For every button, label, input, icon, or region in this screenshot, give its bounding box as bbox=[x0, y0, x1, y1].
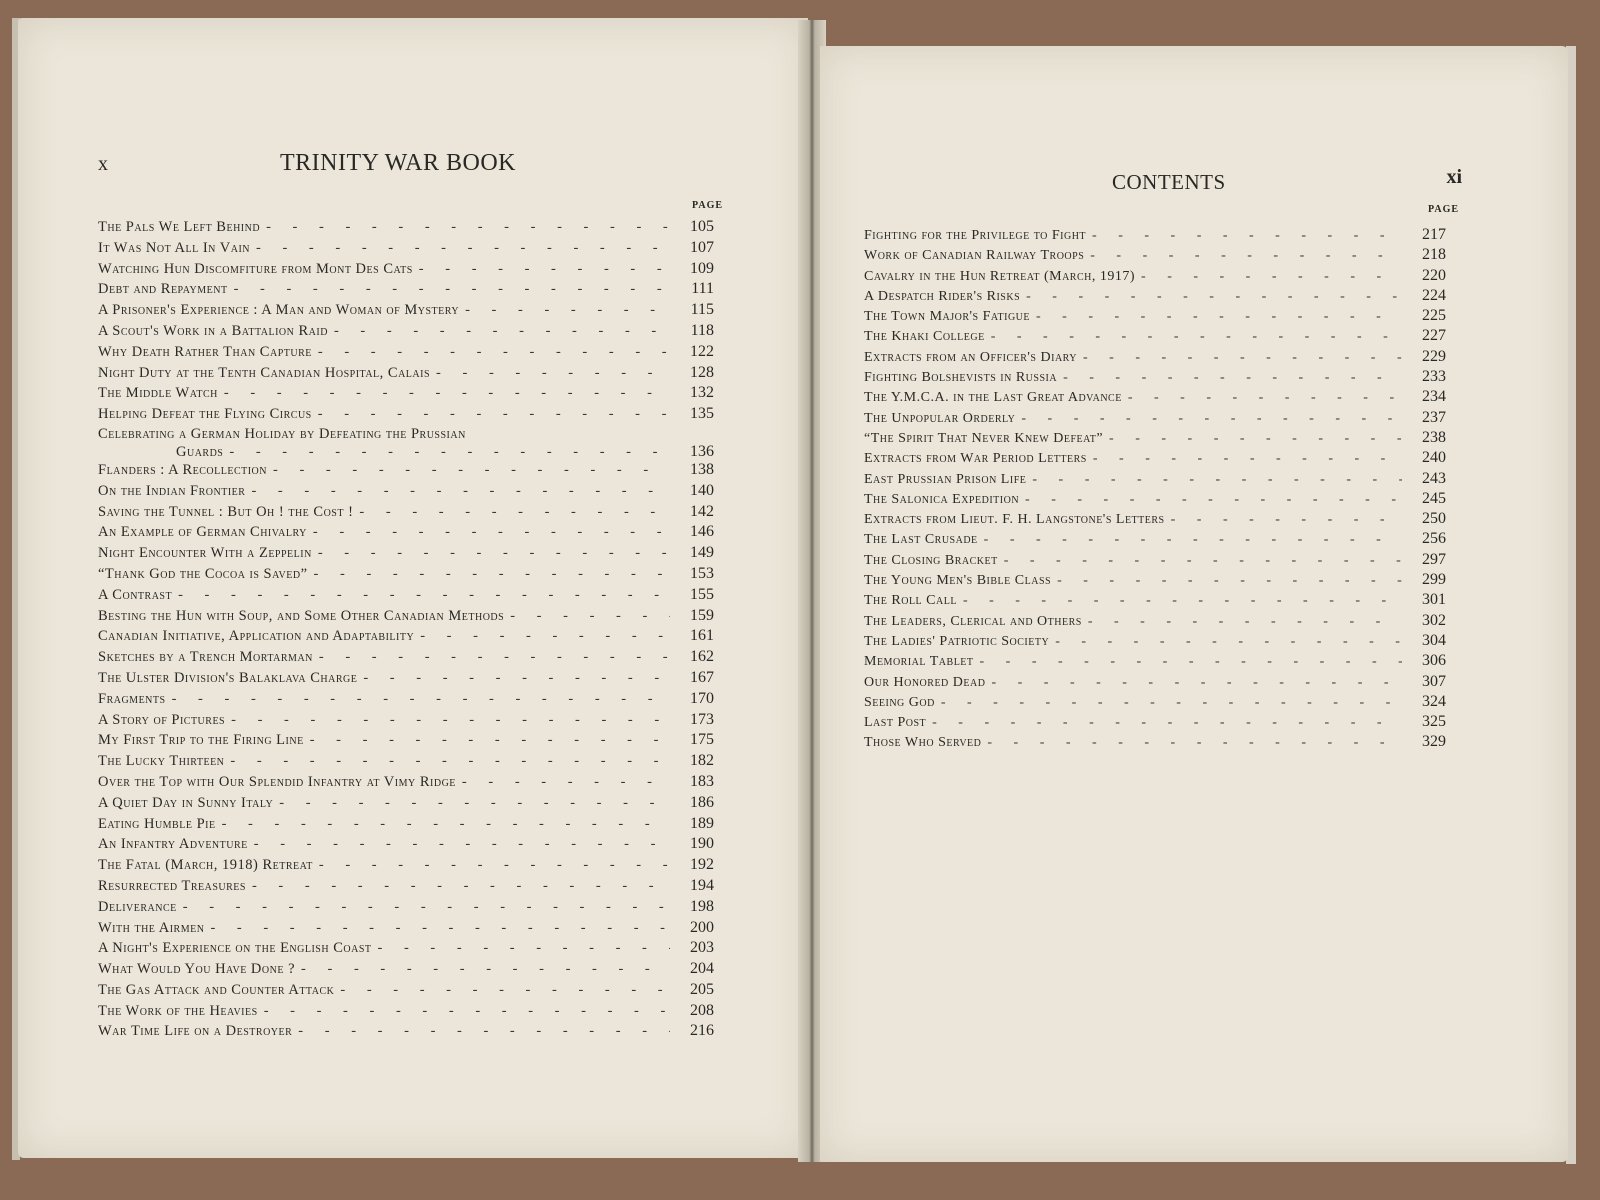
dot-leader bbox=[279, 795, 670, 812]
right-page bbox=[820, 46, 1568, 1162]
toc-entry-page-number: 234 bbox=[1422, 388, 1446, 406]
toc-entry bbox=[98, 301, 714, 322]
toc-entry-page-number: 324 bbox=[1422, 692, 1446, 710]
toc-entry bbox=[98, 981, 714, 1002]
toc-entry bbox=[864, 429, 1446, 449]
dot-leader bbox=[363, 670, 670, 687]
toc-entry-page-number: 237 bbox=[1422, 408, 1446, 426]
toc-entry bbox=[864, 551, 1446, 571]
toc-entry-title: Work of Canadian Railway Troops bbox=[864, 248, 1085, 264]
dot-leader bbox=[1093, 451, 1402, 467]
toc-entry bbox=[98, 384, 714, 405]
dot-leader bbox=[510, 608, 670, 625]
toc-entry bbox=[98, 794, 714, 815]
dot-leader bbox=[230, 753, 670, 770]
toc-entry-title: On the Indian Frontier bbox=[98, 482, 246, 499]
toc-entry bbox=[98, 280, 714, 301]
toc-entry-title: The Fatal (March, 1918) Retreat bbox=[98, 857, 313, 874]
toc-entry-page-number: 140 bbox=[690, 481, 714, 499]
toc-entry bbox=[98, 690, 714, 711]
dot-leader bbox=[378, 940, 671, 957]
toc-entry-title: Night Encounter With a Zeppelin bbox=[98, 545, 312, 562]
dot-leader bbox=[436, 365, 670, 382]
toc-entry-page-number: 135 bbox=[690, 405, 714, 423]
dot-leader bbox=[1021, 411, 1402, 427]
dot-leader bbox=[231, 712, 670, 729]
dot-leader bbox=[1128, 390, 1402, 406]
dot-leader bbox=[1141, 269, 1402, 285]
toc-entry bbox=[98, 711, 714, 732]
toc-entry-page-number: 297 bbox=[1422, 550, 1446, 568]
toc-entry bbox=[864, 267, 1446, 287]
toc-entry-page-number: 240 bbox=[1422, 449, 1446, 467]
toc-entry-page-number: 238 bbox=[1422, 428, 1446, 446]
dot-leader bbox=[340, 982, 670, 999]
dot-leader bbox=[251, 483, 670, 500]
toc-entry-title: The Khaki College bbox=[864, 329, 985, 345]
toc-entry-title: A Despatch Rider's Risks bbox=[864, 288, 1021, 304]
toc-entry bbox=[98, 565, 714, 586]
toc-entry-page-number: 183 bbox=[690, 772, 714, 790]
dot-leader bbox=[264, 1003, 670, 1020]
toc-entry-page-number: 200 bbox=[690, 918, 714, 936]
toc-entry-title: Cavalry in the Hun Retreat (March, 1917) bbox=[864, 268, 1136, 284]
dot-leader bbox=[963, 593, 1402, 609]
dot-leader bbox=[334, 323, 670, 340]
left-running-title: TRINITY WAR BOOK bbox=[280, 150, 516, 176]
toc-entry-title: The Town Major's Fatigue bbox=[864, 309, 1030, 325]
dot-leader bbox=[1083, 350, 1402, 366]
toc-entry bbox=[864, 490, 1446, 510]
toc-entry bbox=[864, 693, 1446, 713]
toc-entry bbox=[98, 364, 714, 385]
dot-leader bbox=[222, 816, 670, 833]
toc-entry bbox=[98, 461, 714, 482]
toc-entry-page-number: 105 bbox=[690, 218, 714, 235]
toc-entry-page-number: 306 bbox=[1422, 652, 1446, 670]
dot-leader bbox=[1171, 512, 1402, 528]
toc-entry-title: Extracts from War Period Letters bbox=[864, 451, 1087, 467]
toc-entry-title: A Prisoner's Experience : A Man and Woman of Mystery bbox=[98, 302, 460, 319]
toc-entry-page-number: 220 bbox=[1422, 266, 1446, 284]
toc-entry-page-number: 138 bbox=[690, 460, 714, 478]
dot-leader bbox=[319, 857, 670, 874]
toc-entry bbox=[98, 960, 714, 981]
toc-entry bbox=[98, 503, 714, 524]
toc-entry-title: With the Airmen bbox=[98, 919, 205, 936]
toc-entry-page-number: 128 bbox=[690, 363, 714, 381]
dot-leader bbox=[419, 261, 670, 278]
toc-entry-title: The Roll Call bbox=[864, 593, 957, 609]
toc-entry bbox=[98, 260, 714, 281]
toc-entry bbox=[864, 327, 1446, 347]
toc-entry-page-number: 329 bbox=[1422, 733, 1446, 751]
toc-entry bbox=[864, 713, 1446, 733]
toc-entry bbox=[864, 246, 1446, 266]
toc-entry-title: Flanders : A Recollection bbox=[98, 461, 268, 478]
toc-entry-title: Fighting Bolshevists in Russia bbox=[864, 370, 1058, 386]
dot-leader bbox=[1109, 431, 1402, 447]
dot-leader bbox=[172, 691, 670, 708]
toc-entry-page-number: 203 bbox=[690, 939, 714, 957]
toc-entry-title: East Prussian Prison Life bbox=[864, 471, 1027, 487]
toc-entry bbox=[98, 1022, 714, 1043]
toc-entry bbox=[98, 482, 714, 503]
toc-entry-page-number: 245 bbox=[1422, 489, 1446, 507]
toc-entry-page-number: 194 bbox=[690, 876, 714, 894]
toc-entry bbox=[98, 648, 714, 669]
toc-entry-title: War Time Life on a Destroyer bbox=[98, 1023, 293, 1040]
dot-leader bbox=[301, 961, 670, 978]
dot-leader bbox=[313, 524, 670, 541]
right-folio: xi bbox=[1446, 166, 1462, 188]
toc-entry-title: What Would You Have Done ? bbox=[98, 961, 296, 978]
toc-entry-page-number: 175 bbox=[690, 731, 714, 749]
toc-entry-page-number: 107 bbox=[690, 238, 714, 256]
toc-entry-page-number: 217 bbox=[1422, 226, 1446, 243]
toc-entry bbox=[98, 544, 714, 565]
toc-entry-page-number: 218 bbox=[1422, 246, 1446, 264]
toc-entry-title: Extracts from Lieut. F. H. Langstone's Letters bbox=[864, 512, 1165, 528]
toc-entry bbox=[864, 530, 1446, 550]
right-running-title: CONTENTS bbox=[1112, 170, 1226, 194]
toc-entry-page-number: 224 bbox=[1422, 286, 1446, 304]
dot-leader bbox=[310, 732, 670, 749]
toc-entry-title: The Pals We Left Behind bbox=[98, 219, 261, 235]
toc-entry-page-number: 192 bbox=[690, 856, 714, 874]
toc-entry bbox=[98, 627, 714, 648]
toc-entry bbox=[98, 939, 714, 960]
dot-leader bbox=[314, 566, 670, 583]
toc-entry-title: The Lucky Thirteen bbox=[98, 753, 225, 770]
toc-entry bbox=[864, 591, 1446, 611]
toc-entry-page-number: 155 bbox=[690, 585, 714, 603]
toc-entry bbox=[98, 607, 714, 628]
dot-leader bbox=[1092, 228, 1402, 244]
dot-leader bbox=[980, 654, 1402, 670]
toc-entry-page-number: 216 bbox=[690, 1022, 714, 1040]
toc-entry bbox=[98, 523, 714, 544]
toc-entry-title: Eating Humble Pie bbox=[98, 815, 216, 832]
dot-leader bbox=[298, 1023, 670, 1040]
toc-entry-page-number: 205 bbox=[690, 980, 714, 998]
toc-entry-title: Our Honored Dead bbox=[864, 674, 986, 690]
toc-entry bbox=[864, 632, 1446, 652]
toc-entry-title: Night Duty at the Tenth Canadian Hospital, Calais bbox=[98, 364, 431, 381]
toc-entry-page-number: 142 bbox=[690, 502, 714, 520]
toc-entry-page-number: 307 bbox=[1422, 672, 1446, 690]
right-contents-list bbox=[864, 226, 1446, 754]
toc-entry-title: The Gas Attack and Counter Attack bbox=[98, 981, 335, 998]
toc-entry-title: A Night's Experience on the English Coast bbox=[98, 940, 372, 957]
dot-leader bbox=[319, 649, 670, 666]
toc-entry-title: “The Spirit That Never Knew Defeat” bbox=[864, 430, 1104, 446]
toc-entry bbox=[864, 307, 1446, 327]
toc-entry bbox=[98, 835, 714, 856]
toc-entry bbox=[864, 226, 1446, 246]
left-folio: x bbox=[98, 153, 108, 175]
dot-leader bbox=[984, 532, 1402, 548]
dot-leader bbox=[210, 920, 670, 937]
toc-entry-page-number: 304 bbox=[1422, 631, 1446, 649]
toc-entry-title: “Thank God the Cocoa is Saved” bbox=[98, 565, 308, 582]
toc-entry-page-number: 186 bbox=[690, 793, 714, 811]
toc-entry-page-number: 299 bbox=[1422, 571, 1446, 589]
dot-leader bbox=[183, 899, 670, 916]
toc-entry-title: Helping Defeat the Flying Circus bbox=[98, 406, 312, 423]
toc-entry-page-number: 229 bbox=[1422, 347, 1446, 365]
toc-entry-title: The Y.M.C.A. in the Last Great Advance bbox=[864, 390, 1122, 406]
toc-entry-title: A Scout's Work in a Battalion Raid bbox=[98, 322, 328, 339]
dot-leader bbox=[224, 385, 670, 402]
toc-entry-title: Sketches by a Trench Mortarman bbox=[98, 649, 313, 666]
toc-entry-title: The Last Crusade bbox=[864, 532, 978, 548]
dot-leader bbox=[1026, 289, 1402, 305]
toc-entry-page-number: 159 bbox=[690, 606, 714, 624]
toc-entry bbox=[98, 731, 714, 752]
dot-leader bbox=[991, 329, 1402, 345]
toc-entry-title: It Was Not All In Vain bbox=[98, 239, 250, 256]
toc-entry-page-number: 111 bbox=[691, 280, 714, 298]
dot-leader bbox=[254, 836, 670, 853]
dot-leader bbox=[1025, 492, 1402, 508]
dot-leader bbox=[252, 878, 670, 895]
toc-entry-page-number: 136 bbox=[690, 442, 714, 460]
toc-entry-page-number: 208 bbox=[690, 1001, 714, 1019]
toc-entry-page-number: 161 bbox=[690, 627, 714, 645]
toc-entry-title: The Ladies' Patriotic Society bbox=[864, 633, 1050, 649]
dot-leader bbox=[1055, 634, 1402, 650]
right-page-column-header: PAGE bbox=[1428, 204, 1460, 215]
dot-leader bbox=[1057, 573, 1402, 589]
toc-entry-title: Debt and Repayment bbox=[98, 281, 228, 298]
toc-entry-title: An Example of German Chivalry bbox=[98, 524, 307, 541]
toc-entry-title: Extracts from an Officer's Diary bbox=[864, 349, 1077, 365]
dot-leader bbox=[359, 504, 670, 521]
dot-leader bbox=[234, 281, 670, 298]
toc-entry bbox=[864, 287, 1446, 307]
toc-entry bbox=[864, 388, 1446, 408]
toc-entry-title: Watching Hun Discomfiture from Mont Des Cats bbox=[98, 260, 413, 277]
toc-entry-title: The Unpopular Orderly bbox=[864, 410, 1016, 426]
toc-entry bbox=[864, 733, 1446, 753]
toc-entry bbox=[98, 773, 714, 794]
dot-leader bbox=[465, 302, 670, 319]
toc-entry-title: Seeing God bbox=[864, 694, 935, 710]
toc-entry-page-number: 149 bbox=[690, 544, 714, 562]
toc-entry bbox=[864, 571, 1446, 591]
toc-entry-page-number: 227 bbox=[1422, 327, 1446, 345]
toc-entry-page-number: 189 bbox=[690, 814, 714, 832]
toc-entry-page-number: 132 bbox=[690, 384, 714, 402]
toc-entry-title: Fighting for the Privilege to Fight bbox=[864, 228, 1087, 243]
dot-leader bbox=[987, 735, 1402, 751]
left-page-column-header: PAGE bbox=[692, 200, 724, 211]
toc-entry bbox=[98, 815, 714, 836]
toc-entry bbox=[864, 470, 1446, 490]
dot-leader bbox=[1036, 309, 1402, 325]
toc-entry-page-number: 170 bbox=[690, 689, 714, 707]
toc-entry-page-number: 325 bbox=[1422, 713, 1446, 731]
toc-entry bbox=[98, 669, 714, 690]
dot-leader bbox=[318, 406, 670, 423]
toc-entry bbox=[864, 449, 1446, 469]
dot-leader bbox=[420, 628, 670, 645]
dot-leader bbox=[229, 444, 670, 461]
toc-entry-title: Celebrating a German Holiday by Defeating the Prussian bbox=[98, 425, 466, 442]
dot-leader bbox=[1088, 614, 1402, 630]
toc-entry-title: Besting the Hun with Soup, and Some Other Canadian Methods bbox=[98, 607, 505, 624]
toc-entry-page-number: 301 bbox=[1422, 591, 1446, 609]
toc-entry bbox=[864, 368, 1446, 388]
toc-entry-page-number: 182 bbox=[690, 752, 714, 770]
toc-entry-page-number: 173 bbox=[690, 710, 714, 728]
toc-entry-page-number: 153 bbox=[690, 564, 714, 582]
dot-leader bbox=[1090, 248, 1402, 264]
toc-entry bbox=[864, 348, 1446, 368]
toc-entry-page-number: 115 bbox=[690, 301, 714, 319]
toc-entry-page-number: 302 bbox=[1422, 611, 1446, 629]
dot-leader bbox=[266, 219, 670, 236]
toc-entry-title: An Infantry Adventure bbox=[98, 836, 248, 853]
dot-leader bbox=[178, 587, 670, 604]
toc-entry-page-number: 233 bbox=[1422, 368, 1446, 386]
toc-entry-title: A Quiet Day in Sunny Italy bbox=[98, 794, 274, 811]
toc-entry-title: Resurrected Treasures bbox=[98, 877, 246, 894]
toc-entry bbox=[864, 510, 1446, 530]
toc-entry-page-number: 162 bbox=[690, 648, 714, 666]
toc-entry-title: Why Death Rather Than Capture bbox=[98, 343, 312, 360]
dot-leader bbox=[256, 240, 670, 257]
toc-entry-title: My First Trip to the Firing Line bbox=[98, 732, 304, 749]
toc-entry bbox=[98, 856, 714, 877]
toc-entry bbox=[98, 877, 714, 898]
toc-entry-page-number: 198 bbox=[690, 897, 714, 915]
toc-entry bbox=[98, 405, 714, 426]
left-contents-list bbox=[98, 218, 714, 1043]
toc-entry bbox=[98, 239, 714, 260]
dot-leader bbox=[932, 715, 1402, 731]
toc-entry-title: The Salonica Expedition bbox=[864, 491, 1020, 507]
toc-entry-title: The Work of the Heavies bbox=[98, 1002, 258, 1019]
toc-entry-page-number: 109 bbox=[690, 259, 714, 277]
dot-leader bbox=[1004, 553, 1402, 569]
toc-entry bbox=[98, 218, 714, 239]
toc-entry-page-number: 190 bbox=[690, 835, 714, 853]
toc-entry-title: The Ulster Division's Balaklava Charge bbox=[98, 669, 358, 686]
toc-entry-title: The Middle Watch bbox=[98, 385, 218, 402]
toc-entry-title: Over the Top with Our Splendid Infantry at Vimy Ridge bbox=[98, 773, 456, 790]
dot-leader bbox=[318, 545, 670, 562]
toc-entry-page-number: 122 bbox=[690, 342, 714, 360]
toc-entry bbox=[98, 322, 714, 343]
toc-entry bbox=[864, 612, 1446, 632]
toc-entry-title: The Young Men's Bible Class bbox=[864, 573, 1052, 589]
toc-entry-title: The Closing Bracket bbox=[864, 552, 998, 568]
toc-entry bbox=[864, 673, 1446, 693]
toc-entry-page-number: 250 bbox=[1422, 510, 1446, 528]
toc-entry bbox=[98, 426, 714, 461]
toc-entry bbox=[98, 586, 714, 607]
toc-entry bbox=[98, 343, 714, 364]
dot-leader bbox=[1063, 370, 1402, 386]
toc-entry bbox=[98, 919, 714, 940]
toc-entry bbox=[98, 752, 714, 773]
left-page bbox=[18, 18, 808, 1158]
toc-entry-page-number: 118 bbox=[690, 321, 714, 339]
dot-leader bbox=[1032, 472, 1402, 488]
toc-entry-page-number: 167 bbox=[690, 668, 714, 686]
dot-leader bbox=[462, 774, 670, 791]
toc-entry-title: Last Post bbox=[864, 715, 927, 731]
toc-entry-title: Deliverance bbox=[98, 898, 177, 915]
toc-entry-title: Saving the Tunnel : But Oh ! the Cost ! bbox=[98, 503, 354, 520]
toc-entry-page-number: 225 bbox=[1422, 307, 1446, 325]
toc-entry bbox=[98, 1002, 714, 1023]
toc-entry-title: A Story of Pictures bbox=[98, 711, 226, 728]
dot-leader bbox=[991, 675, 1402, 691]
toc-entry-page-number: 243 bbox=[1422, 469, 1446, 487]
toc-entry bbox=[864, 409, 1446, 429]
toc-entry-title: A Contrast bbox=[98, 586, 173, 603]
toc-entry-title-continuation: Guards bbox=[176, 443, 224, 460]
toc-entry-title: Those Who Served bbox=[864, 735, 982, 751]
toc-entry-title: The Leaders, Clerical and Others bbox=[864, 613, 1082, 629]
toc-entry-page-number: 256 bbox=[1422, 530, 1446, 548]
toc-entry bbox=[98, 898, 714, 919]
dot-leader bbox=[941, 695, 1402, 711]
toc-entry-title: Canadian Initiative, Application and Adaptability bbox=[98, 628, 415, 645]
toc-entry-title: Fragments bbox=[98, 690, 166, 707]
dot-leader bbox=[273, 462, 670, 479]
toc-entry-page-number: 146 bbox=[690, 523, 714, 541]
toc-entry bbox=[864, 652, 1446, 672]
toc-entry-title: Memorial Tablet bbox=[864, 654, 974, 670]
dot-leader bbox=[318, 344, 670, 361]
toc-entry-page-number: 204 bbox=[690, 960, 714, 978]
